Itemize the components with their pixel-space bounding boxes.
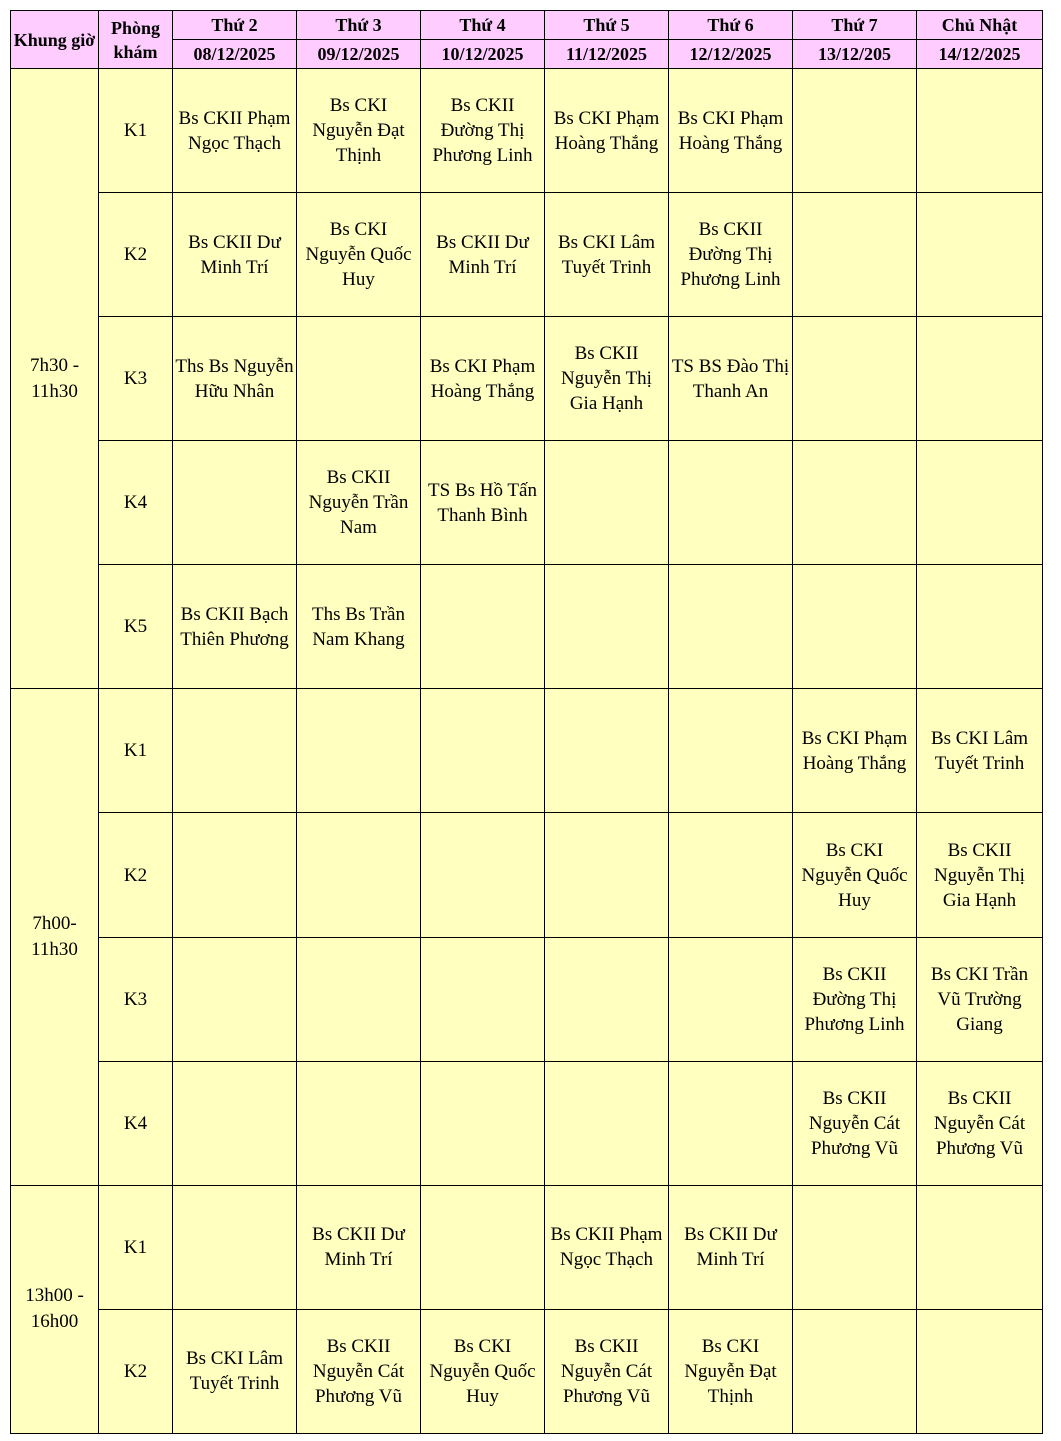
doctor-cell xyxy=(669,441,793,565)
doctor-cell xyxy=(793,565,917,689)
table-row xyxy=(11,1185,1043,1309)
room-cell: K2 xyxy=(99,813,173,937)
room-cell: K1 xyxy=(99,69,173,193)
doctor-cell: Bs CKII Đường Thị Phương Linh xyxy=(793,937,917,1061)
doctor-cell: Bs CKII Nguyễn Trần Nam xyxy=(297,441,421,565)
doctor-cell: Bs CKII Đường Thị Phương Linh xyxy=(421,69,545,193)
doctor-cell: Bs CKI Nguyễn Quốc Huy xyxy=(793,813,917,937)
header-row-days xyxy=(11,11,1043,40)
doctor-cell xyxy=(297,937,421,1061)
table-row xyxy=(11,317,1043,441)
schedule-table xyxy=(10,10,1043,1434)
day-name-header: Chủ Nhật xyxy=(917,11,1043,40)
room-cell: K2 xyxy=(99,1309,173,1433)
doctor-cell xyxy=(669,1061,793,1185)
table-row xyxy=(11,937,1043,1061)
doctor-cell xyxy=(173,1061,297,1185)
day-date-header: 10/12/2025 xyxy=(421,40,545,69)
doctor-cell xyxy=(173,441,297,565)
day-name-header: Thứ 3 xyxy=(297,11,421,40)
schedule-header xyxy=(11,11,1043,69)
day-date-header: 14/12/2025 xyxy=(917,40,1043,69)
doctor-cell: Bs CKII Phạm Ngọc Thạch xyxy=(545,1185,669,1309)
room-cell: K4 xyxy=(99,441,173,565)
doctor-cell xyxy=(669,565,793,689)
doctor-cell: Bs CKI Phạm Hoàng Thắng xyxy=(421,317,545,441)
room-cell: K3 xyxy=(99,937,173,1061)
doctor-cell xyxy=(173,1185,297,1309)
time-slot-column-header: Khung giờ xyxy=(11,11,99,69)
doctor-cell xyxy=(173,937,297,1061)
day-date-header: 12/12/2025 xyxy=(669,40,793,69)
doctor-cell xyxy=(545,813,669,937)
doctor-cell xyxy=(917,1309,1043,1433)
doctor-cell: Bs CKII Nguyễn Cát Phương Vũ xyxy=(297,1309,421,1433)
doctor-cell: Bs CKII Nguyễn Thị Gia Hạnh xyxy=(917,813,1043,937)
doctor-cell: Bs CKI Nguyễn Quốc Huy xyxy=(297,193,421,317)
doctor-cell: Bs CKII Nguyễn Thị Gia Hạnh xyxy=(545,317,669,441)
doctor-cell: TS BS Đào Thị Thanh An xyxy=(669,317,793,441)
doctor-cell: Bs CKII Nguyễn Cát Phương Vũ xyxy=(793,1061,917,1185)
doctor-cell xyxy=(421,813,545,937)
table-row xyxy=(11,565,1043,689)
doctor-cell xyxy=(917,565,1043,689)
room-cell: K5 xyxy=(99,565,173,689)
doctor-cell xyxy=(297,1061,421,1185)
schedule-body xyxy=(11,69,1043,1434)
table-row xyxy=(11,193,1043,317)
doctor-cell xyxy=(793,69,917,193)
room-cell: K3 xyxy=(99,317,173,441)
table-row xyxy=(11,689,1043,813)
doctor-cell xyxy=(917,69,1043,193)
day-date-header: 08/12/2025 xyxy=(173,40,297,69)
doctor-cell xyxy=(421,689,545,813)
doctor-cell xyxy=(173,689,297,813)
doctor-cell xyxy=(421,1185,545,1309)
doctor-cell xyxy=(917,317,1043,441)
doctor-cell xyxy=(669,937,793,1061)
doctor-cell xyxy=(793,1309,917,1433)
day-date-header: 13/12/205 xyxy=(793,40,917,69)
doctor-cell: Bs CKII Đường Thị Phương Linh xyxy=(669,193,793,317)
doctor-cell xyxy=(793,441,917,565)
table-row xyxy=(11,1309,1043,1433)
doctor-cell xyxy=(545,1061,669,1185)
doctor-cell xyxy=(421,565,545,689)
day-name-header: Thứ 5 xyxy=(545,11,669,40)
doctor-cell: Bs CKII Bạch Thiên Phương xyxy=(173,565,297,689)
doctor-cell: Bs CKI Phạm Hoàng Thắng xyxy=(793,689,917,813)
room-column-header: Phòng khám xyxy=(99,11,173,69)
day-name-header: Thứ 7 xyxy=(793,11,917,40)
doctor-cell xyxy=(297,689,421,813)
room-cell: K1 xyxy=(99,1185,173,1309)
day-name-header: Thứ 4 xyxy=(421,11,545,40)
table-row xyxy=(11,441,1043,565)
doctor-cell: Bs CKI Lâm Tuyết Trinh xyxy=(917,689,1043,813)
doctor-cell: Bs CKII Nguyễn Cát Phương Vũ xyxy=(545,1309,669,1433)
doctor-cell xyxy=(297,317,421,441)
doctor-cell: Bs CKI Phạm Hoàng Thắng xyxy=(545,69,669,193)
doctor-cell: Bs CKI Lâm Tuyết Trinh xyxy=(545,193,669,317)
doctor-cell xyxy=(421,1061,545,1185)
doctor-cell xyxy=(793,1185,917,1309)
doctor-cell xyxy=(545,689,669,813)
day-name-header: Thứ 2 xyxy=(173,11,297,40)
time-slot-cell: 7h00- 11h30 xyxy=(11,689,99,1185)
doctor-cell: Bs CKII Dư Minh Trí xyxy=(421,193,545,317)
doctor-cell xyxy=(669,813,793,937)
doctor-cell xyxy=(917,441,1043,565)
doctor-cell: Bs CKI Trần Vũ Trường Giang xyxy=(917,937,1043,1061)
doctor-cell xyxy=(421,937,545,1061)
doctor-cell xyxy=(793,193,917,317)
doctor-cell: Bs CKI Nguyễn Quốc Huy xyxy=(421,1309,545,1433)
doctor-cell xyxy=(297,813,421,937)
doctor-cell xyxy=(669,689,793,813)
doctor-cell xyxy=(917,193,1043,317)
doctor-cell: Bs CKII Dư Minh Trí xyxy=(297,1185,421,1309)
day-name-header: Thứ 6 xyxy=(669,11,793,40)
doctor-cell: Bs CKI Lâm Tuyết Trinh xyxy=(173,1309,297,1433)
table-row xyxy=(11,1061,1043,1185)
doctor-cell xyxy=(545,441,669,565)
doctor-cell xyxy=(173,813,297,937)
doctor-cell xyxy=(917,1185,1043,1309)
doctor-cell: Bs CKII Phạm Ngọc Thạch xyxy=(173,69,297,193)
doctor-cell xyxy=(545,937,669,1061)
table-row xyxy=(11,813,1043,937)
room-cell: K2 xyxy=(99,193,173,317)
time-slot-cell: 13h00 - 16h00 xyxy=(11,1185,99,1433)
doctor-cell: Bs CKII Dư Minh Trí xyxy=(669,1185,793,1309)
day-date-header: 09/12/2025 xyxy=(297,40,421,69)
time-slot-cell: 7h30 - 11h30 xyxy=(11,69,99,689)
room-cell: K4 xyxy=(99,1061,173,1185)
day-date-header: 11/12/2025 xyxy=(545,40,669,69)
doctor-cell: TS Bs Hồ Tấn Thanh Bình xyxy=(421,441,545,565)
doctor-cell xyxy=(793,317,917,441)
doctor-cell: Ths Bs Trần Nam Khang xyxy=(297,565,421,689)
doctor-cell: Bs CKII Nguyễn Cát Phương Vũ xyxy=(917,1061,1043,1185)
doctor-cell: Bs CKI Nguyễn Đạt Thịnh xyxy=(297,69,421,193)
doctor-cell: Bs CKI Phạm Hoàng Thắng xyxy=(669,69,793,193)
doctor-cell: Bs CKI Nguyễn Đạt Thịnh xyxy=(669,1309,793,1433)
doctor-cell xyxy=(545,565,669,689)
doctor-cell: Bs CKII Dư Minh Trí xyxy=(173,193,297,317)
table-row xyxy=(11,69,1043,193)
room-cell: K1 xyxy=(99,689,173,813)
doctor-cell: Ths Bs Nguyễn Hữu Nhân xyxy=(173,317,297,441)
